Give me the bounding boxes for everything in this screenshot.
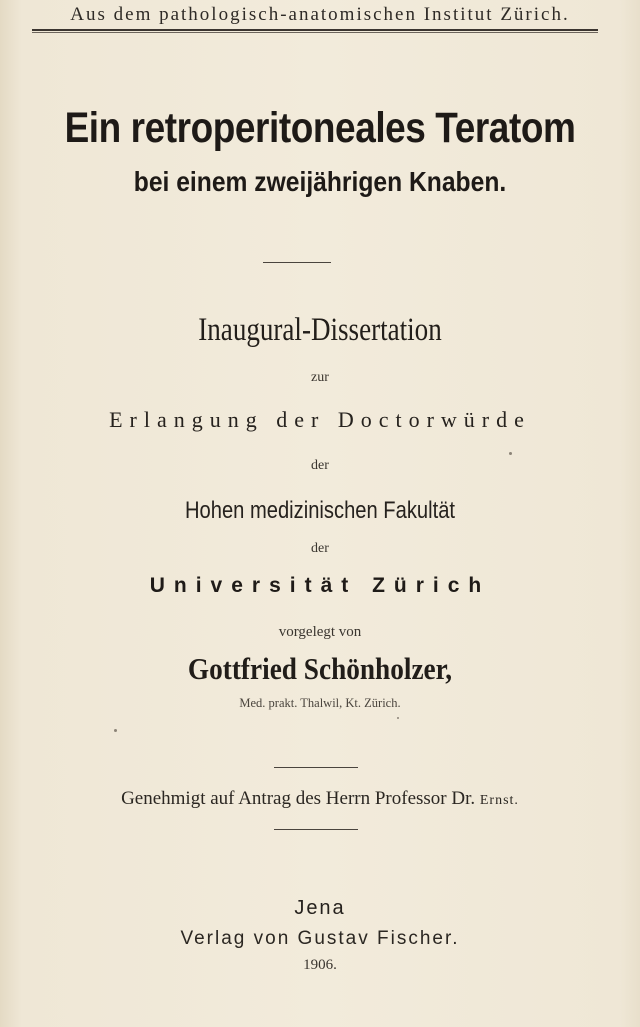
divider-rule-2 — [274, 767, 358, 768]
document-subtitle: bei einem zweijährigen Knaben. — [133, 166, 507, 197]
divider-rule-1 — [263, 262, 331, 263]
erlangung-line: Erlangung der Doctorwürde — [109, 407, 531, 432]
approval-name: Ernst. — [479, 793, 519, 808]
publisher-place: Jena — [294, 897, 346, 919]
document-title: Ein retroperitoneales Teratom — [64, 104, 576, 152]
vorgelegt-text: vorgelegt von — [278, 624, 362, 640]
university-line: Universität Zürich — [149, 574, 491, 597]
paper-speck — [114, 729, 117, 732]
der-text-1: der — [311, 458, 329, 473]
publication-year: 1906. — [303, 957, 337, 973]
approval-line — [0, 788, 640, 810]
zur-text: zur — [311, 370, 329, 385]
institute-header: Aus dem pathologisch-anatomischen Institut Zürich. — [70, 4, 570, 25]
author-name: Gottfried Schönholzer, — [187, 651, 453, 686]
faculty-line: Hohen medizinischen Fakultät — [184, 497, 456, 524]
divider-rule-3 — [274, 829, 358, 830]
dissertation-heading: Inaugural-Dissertation — [198, 312, 442, 348]
author-affiliation: Med. prakt. Thalwil, Kt. Zürich. — [239, 696, 401, 710]
header-rule — [32, 29, 598, 33]
paper-speck — [509, 452, 512, 455]
publisher-name: Verlag von Gustav Fischer. — [180, 928, 460, 949]
der-text-2: der — [311, 541, 329, 556]
paper-speck — [397, 717, 399, 719]
approval-text: Genehmigt auf Antrag des Herrn Professor Dr. — [121, 788, 476, 809]
